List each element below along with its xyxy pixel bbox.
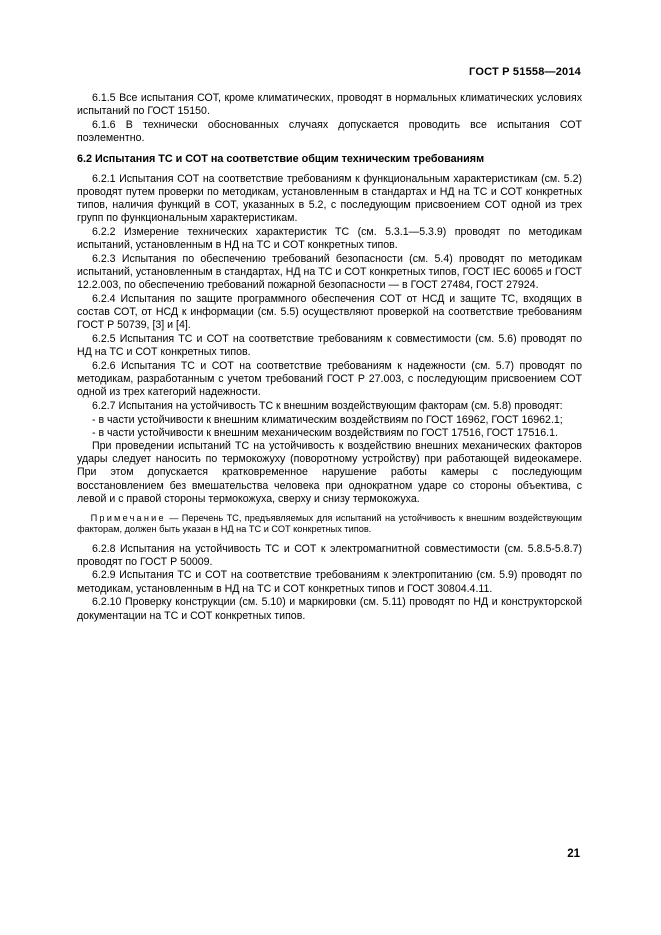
paragraph-6-2-6: 6.2.6 Испытания ТС и СОТ на соответствие требованиям к надежности (см. 5.7) проводят по методикам, разработанным с учетом требований ГОСТ Р 27.003, с последующим присвоением СОТ одной из трех категорий надежности. <box>77 359 582 399</box>
section-heading-text: 6.2 Испытания ТС и СОТ на соответствие общим техническим требованиям <box>77 153 485 166</box>
page-body <box>77 92 582 623</box>
paragraph-6-2-7: 6.2.7 Испытания на устойчивость ТС к внешним воздействующим факторам (см. 5.8) проводят: <box>92 399 563 412</box>
paragraph-6-2-1: 6.2.1 Испытания СОТ на соответствие требованиям к функциональным характеристикам (см. 5.2) проводят путем проверки по методикам, установленным в стандартах и НД на ТС и СОТ конкретных типов, наличия функций в СОТ, указанных в 5.2, с последующим присвоением СОТ одной из трех групп по функциональным характеристикам. <box>77 172 582 225</box>
list-item-climatic: - в части устойчивости к внешним климатическим воздействиям по ГОСТ 16962, ГОСТ 16962.1; <box>92 413 563 426</box>
paragraph-6-2-2: 6.2.2 Измерение технических характеристик ТС (см. 5.3.1—5.3.9) проводят по методикам испытаний, установленным в НД на ТС и СОТ конкретных типов. <box>77 225 582 252</box>
paragraph-6-2-8: 6.2.8 Испытания на устойчивость ТС и СОТ к электромагнитной совместимости (см. 5.8.5-5.8.7) проводят по ГОСТ Р 50009. <box>77 542 582 568</box>
note-text: — Перечень ТС, предъявляемых для испытаний на устойчивость к внешним воздействующим факторам, должен быть указан в НД на ТС и СОТ конкретных типов. <box>77 513 582 535</box>
note-label: Примечание <box>90 513 166 524</box>
list-item-mechanical: - в части устойчивости к внешним механическим воздействиям по ГОСТ 17516, ГОСТ 17516.1. <box>92 426 558 439</box>
page-number: 21 <box>567 848 580 860</box>
paragraph-6-2-7-impact: При проведении испытаний ТС на устойчивость к воздействию внешних механических факторов удары следует наносить по термокожуху (поворотному устройству) при работающей видеокамере. При этом допускается кратковременное нарушение работы камеры с последующим восстановлением без вмешательства человека при однократном ударе со стороны объектива, с левой и с правой стороны термокожуха, сверху и снизу термокожуха. <box>77 440 582 505</box>
paragraph-6-2-9: 6.2.9 Испытания ТС и СОТ на соответствие требованиям к электропитанию (см. 5.9) проводят по методикам, установленным в НД на ТС и СОТ конкретных типов и ГОСТ 30804.4.11. <box>77 569 582 595</box>
paragraph-6-2-4: 6.2.4 Испытания по защите программного обеспечения СОТ от НСД и защите ТС, входящих в состав СОТ, от НСД к информации (см. 5.5) осуществляют проверкой на соответствие требованиям ГОСТ Р 50739, [3] и [4]. <box>77 292 582 332</box>
paragraph-6-1-5: 6.1.5 Все испытания СОТ, кроме климатических, проводят в нормальных климатических условиях испытаний по ГОСТ 15150. <box>77 92 582 118</box>
note <box>77 513 582 535</box>
paragraph-6-2-10: 6.2.10 Проверку конструкции (см. 5.10) и маркировки (см. 5.11) проводят по НД и конструкторской документации на ТС и СОТ конкретных типов. <box>77 596 582 622</box>
paragraph-6-2-5: 6.2.5 Испытания ТС и СОТ на соответствие требованиям к совместимости (см. 5.6) проводят по НД на ТС и СОТ конкретных типов. <box>77 332 582 359</box>
section-heading-6-2 <box>77 153 582 166</box>
paragraph-6-2-3: 6.2.3 Испытания по обеспечению требований безопасности (см. 5.4) проводят по методикам испытаний, установленным в стандартах, НД на ТС и СОТ конкретных типов, ГОСТ IEC 60065 и ГОСТ 12.2.003, по обеспечению требований пожарной безопасности — в ГОСТ 27484, ГОСТ 27924. <box>77 252 582 292</box>
document-header-id: ГОСТ Р 51558—2014 <box>469 66 581 78</box>
paragraph-6-1-6: 6.1.6 В технически обоснованных случаях допускается проводить все испытания СОТ поэлементно. <box>77 118 582 145</box>
